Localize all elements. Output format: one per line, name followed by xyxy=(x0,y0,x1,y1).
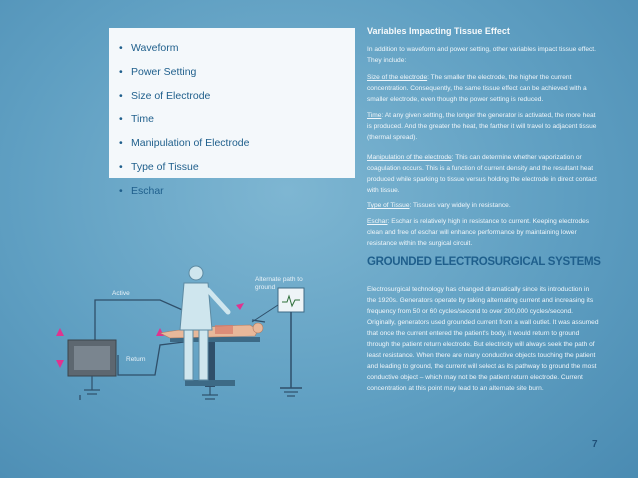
time-text: : At any given setting, the longer the generator is activated, the more heat is produced. And the greater the heat, the farther it will travel to adjacent tissue (thermal spread). xyxy=(367,112,597,141)
variables-title: Variables Impacting Tissue Effect xyxy=(367,26,510,36)
eschar-text: : Eschar is relatively high in resistance to current. Keeping electrodes clean and free of eschar will enhance performance by maintaining lower resistance within the surgical circuit. xyxy=(367,218,590,247)
bullet-text: Waveform xyxy=(131,42,179,54)
bullet-icon: • xyxy=(119,89,123,102)
arrow-icon xyxy=(56,328,64,336)
size-text: : The smaller the electrode, the higher the current concentration. Consequently, the same tissue effect can be achieved with a smaller electrode, even though the power setting is reduced. xyxy=(367,74,587,103)
bullet-text: Manipulation of Electrode xyxy=(131,137,250,150)
page-number: 7 xyxy=(592,439,598,450)
bullet-text: Type of Tissue xyxy=(131,160,199,173)
generator xyxy=(68,340,116,394)
bullet-icon: • xyxy=(119,113,123,126)
bullet-text: Power Setting xyxy=(131,65,197,78)
bullet-text: Time xyxy=(131,113,154,126)
bullet-icon: • xyxy=(119,65,123,78)
active-label: Active xyxy=(112,290,130,297)
alternate-path-label: Alternate path to ground xyxy=(255,276,303,291)
bullet-icon: • xyxy=(119,42,123,54)
manipulation-label: Manipulation of the electrode xyxy=(367,154,452,161)
bullet-icon: • xyxy=(119,184,123,197)
time-label: Time xyxy=(367,112,382,119)
intro-paragraph: In addition to waveform and power setting, other variables impact tissue effect. They include: xyxy=(367,46,596,64)
bullet-icon: • xyxy=(119,160,123,173)
surgeon xyxy=(180,266,228,380)
grounded-paragraph: Electrosurgical technology has changed dramatically since its introduction in the 1920s. Generators operate by taking alternating current and increasing its frequency from 50 or 60 cycles/second to over 200,000 cycles/second. Originally, generators used grounded current from a wall outlet. It was assumed that once the current entered the patient's body, it would return to ground through the patient return electrode. But electricity will always seek the path of least resistance. When there are many conductive objects touching the patient and leading to ground, the current will select as its pathway to ground the most conductive object – which may not be the patient return electrode. Current concentration at this point may lead to an alternate site burn. xyxy=(367,286,599,392)
manipulation-text: : This can determine whether vaporization or coagulation occurs. This is a function of current density and the resultant heat produced while sparking to tissue versus holding the electrode in direct contact with tissue. xyxy=(367,154,597,194)
arrow-icon xyxy=(236,303,244,310)
eschar-label: Eschar xyxy=(367,218,388,225)
arrow-icon xyxy=(56,360,64,368)
tissue-text: : Tissues vary widely in resistance. xyxy=(409,202,511,209)
tissue-label: Type of Tissue xyxy=(367,202,410,209)
bullet-text: Eschar xyxy=(131,184,164,197)
return-label: Return xyxy=(126,356,146,363)
size-label: Size of the electrode xyxy=(367,74,428,81)
bullet-icon: • xyxy=(119,137,123,150)
grounded-title: GROUNDED ELECTROSURGICAL SYSTEMS xyxy=(367,256,601,268)
bullet-text: Size of Electrode xyxy=(131,89,211,102)
arrow-icon xyxy=(156,328,164,336)
